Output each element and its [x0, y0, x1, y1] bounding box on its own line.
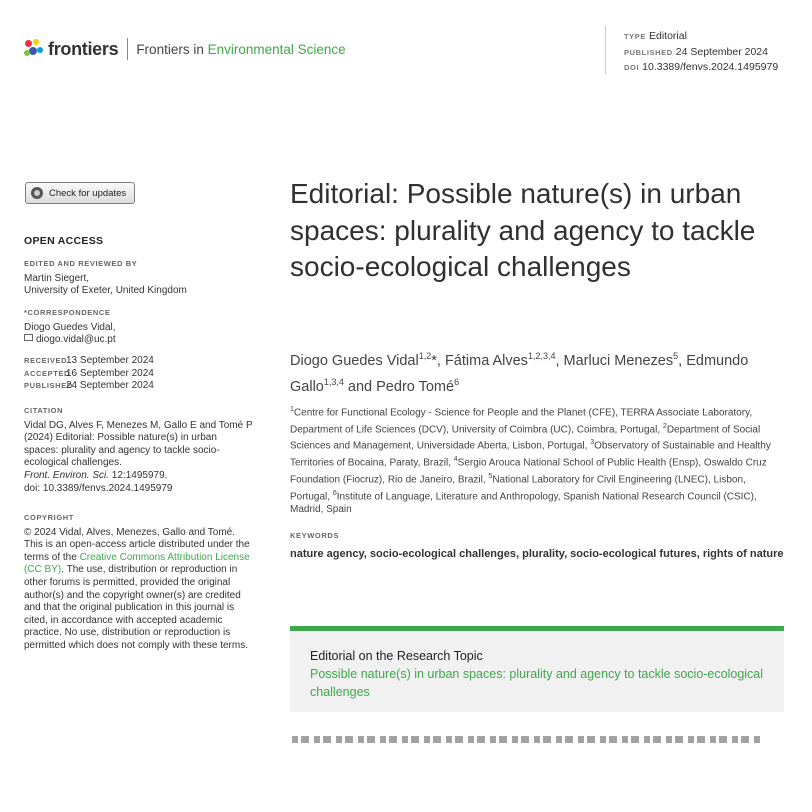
published-line-sidebar: PUBLISHED24 September 2024 — [24, 380, 154, 392]
editor-name: Martin Siegert, — [24, 272, 90, 284]
citation-label: CITATION — [24, 406, 64, 415]
keywords-label: KEYWORDS — [290, 531, 339, 540]
meta-divider — [605, 26, 606, 74]
type-line: TYPE Editorial — [624, 30, 687, 42]
open-access-label: OPEN ACCESS — [24, 235, 104, 247]
logo-wordmark: frontiers — [48, 38, 119, 59]
correspondence-section — [24, 307, 264, 347]
affiliations: $^1$Centre for Functional Ecology - Science for People and the Planet (CFE), TERRA Associate Laboratory, Department of Life Sciences (DCV), University of Coimbra (UC), Coimbra, Portugal, $^2$Department of Social Sciences and Management, Universidade Aberta, Lisbon, Portugal, $^3$Observatory of Sustainable and Healthy Territories of Bocaina, Paraty, Brazil, $^4$Sergio Arouca National School of Public Health (Ensp), Oswaldo Cruz Foundation (Fiocruz), Rio de Janeiro, Brazil, $^5$National Laboratory for Civil Engineering (LNEC), Lisbon, Portugal, $^6$Institute of Language, Literature and Anthropology, Spanish National Research Council (CSIC), Madrid, Spain — [290, 406, 771, 516]
logo-divider — [127, 38, 128, 60]
author-3[interactable]: Marluci Menezes$^5$, — [563, 351, 687, 369]
research-topic-label: Editorial on the Research Topic — [310, 649, 483, 663]
copyright-text: © 2024 Vidal, Alves, Menezes, Gallo and Tomé. This is an open-access article distributed under the terms of the Creative Commons Attribution License (CC BY). The use, distribution or reproduction in other forums is permitted, provided the original author(s) and the copyright owner(s) are credited and that the original publication in this journal is cited, in accordance with accepted academic practice. No use, distribution or reproduction is permitted which does not comply with these terms. — [24, 526, 250, 651]
received-line: RECEIVED13 September 2024 — [24, 355, 154, 366]
author-list — [290, 346, 790, 399]
edited-section — [24, 258, 264, 298]
check-for-updates-button[interactable] — [25, 182, 135, 204]
author-2[interactable]: Fátima Alves$^{1,2,3,4}$, — [444, 351, 564, 369]
crossmark-icon — [31, 187, 43, 199]
correspondence-label: *CORRESPONDENCE — [24, 308, 111, 317]
citation-section — [24, 405, 254, 495]
correspondence-name: Diogo Guedes Vidal, — [24, 321, 116, 333]
frontiers-logo-icon — [24, 39, 44, 59]
correspondence-email[interactable]: diogo.vidal@uc.pt — [24, 334, 264, 347]
doi-line[interactable]: DOI 10.3389/fenvs.2024.1495979 — [624, 61, 779, 73]
edited-label: EDITED AND REVIEWED BY — [24, 259, 138, 268]
article-title: Editorial: Possible nature(s) in urban spaces: plurality and agency to tackle socio-ecological challenges — [290, 178, 756, 282]
copyright-section — [24, 512, 256, 653]
accepted-line: ACCEPTED16 September 2024 — [24, 367, 154, 379]
journal-logo[interactable] — [24, 38, 346, 60]
dates-section — [24, 355, 264, 393]
cc-license-link[interactable]: Creative Commons Attribution License (CC BY) — [24, 551, 250, 576]
article-meta — [624, 29, 778, 76]
author-5[interactable]: Pedro Tomé$^6$ — [376, 377, 460, 396]
author-4[interactable]: Edmundo Gallo$^{1,3,4}$ and — [290, 352, 749, 396]
author-1[interactable]: Diogo Guedes Vidal$^{1,2}$*, — [290, 351, 445, 369]
body-text-fragment — [292, 736, 762, 743]
check-for-updates-label: Check for updates — [49, 187, 127, 199]
keywords-list: nature agency, socio-ecological challenges, plurality, socio-ecological futures, rights of nature — [290, 548, 784, 560]
copyright-label: COPYRIGHT — [24, 513, 74, 522]
published-line: PUBLISHED 24 September 2024 — [624, 45, 768, 58]
research-topic-box — [290, 626, 784, 712]
research-topic-link[interactable]: Possible nature(s) in urban spaces: plurality and agency to tackle socio-ecological challenges — [310, 667, 764, 699]
editor-affiliation: University of Exeter, United Kingdom — [24, 285, 187, 297]
email-icon — [24, 334, 33, 341]
citation-text: Vidal DG, Alves F, Menezes M, Gallo E and Tomé P (2024) Editorial: Possible nature(s) in urban spaces: plurality and agency to tackle socio-ecological challenges. Front. Environ. Sci. 12:1495979. doi: 10.3389/fenvs.2024.1495979 — [24, 419, 253, 494]
journal-name: Frontiers in Environmental Science — [136, 41, 346, 57]
